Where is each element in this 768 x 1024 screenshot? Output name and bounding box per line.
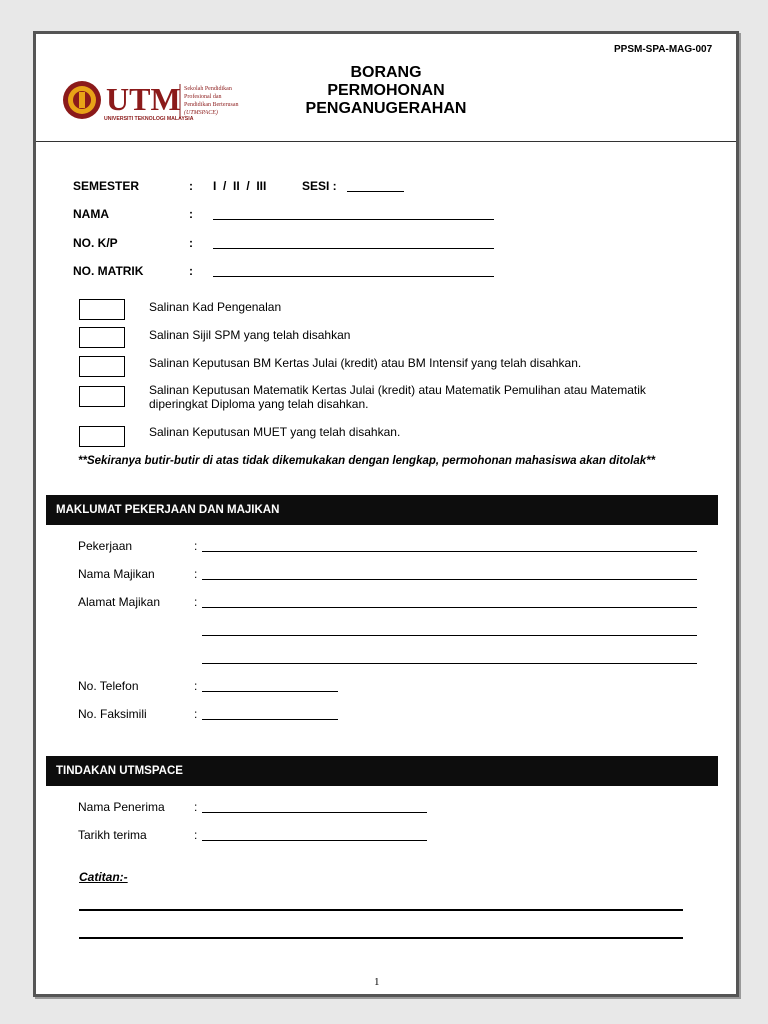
- warning-note: **Sekiranya butir-butir di atas tidak dikemukakan dengan lengkap, permohonan mahasiswa akan ditolak**: [78, 455, 656, 467]
- telefon-label: No. Telefon: [78, 679, 139, 693]
- tarikh-terima-field[interactable]: [202, 840, 427, 841]
- nama-penerima-field[interactable]: [202, 812, 427, 813]
- colon: :: [189, 179, 193, 193]
- colon: :: [189, 264, 193, 278]
- nama-field[interactable]: [213, 219, 494, 220]
- utmspace-section-header: [46, 756, 718, 786]
- checklist-item: Salinan Sijil SPM yang telah disahkan: [149, 328, 351, 342]
- alamat-majikan-field-line3[interactable]: [202, 663, 697, 664]
- colon: :: [194, 800, 198, 814]
- title-line: BORANG: [350, 64, 422, 81]
- alamat-majikan-field-line2[interactable]: [202, 635, 697, 636]
- svg-text:Sekolah Pendidikan: Sekolah Pendidikan: [184, 86, 232, 92]
- nama-majikan-field[interactable]: [202, 579, 697, 580]
- checklist-item: Salinan Keputusan Matematik Kertas Julai (kredit) atau Matematik Pemulihan atau Matematik diperingkat Diploma yang telah disahkan.: [149, 383, 646, 411]
- matrik-label: NO. MATRIK: [73, 264, 144, 278]
- colon: :: [194, 595, 198, 609]
- colon: :: [189, 236, 193, 250]
- kp-field[interactable]: [213, 248, 494, 249]
- matrik-field[interactable]: [213, 276, 494, 277]
- colon: :: [194, 707, 198, 721]
- utm-logo: [62, 78, 252, 122]
- header-divider: [36, 141, 736, 142]
- semester-label: SEMESTER: [73, 179, 140, 193]
- nama-majikan-label: Nama Majikan: [78, 567, 155, 581]
- alamat-majikan-label: Alamat Majikan: [78, 595, 161, 609]
- pekerjaan-field[interactable]: [202, 551, 697, 552]
- sesi-field[interactable]: [347, 191, 404, 192]
- employment-section-header: [46, 495, 718, 525]
- checkbox[interactable]: [79, 327, 125, 348]
- svg-text:(UTMSPACE): (UTMSPACE): [184, 110, 218, 116]
- form-page: [33, 31, 739, 997]
- utmspace-header-text: TINDAKAN UTMSPACE: [56, 765, 183, 777]
- title-line: PENGANUGERAHAN: [305, 100, 467, 117]
- checklist-item: Salinan Keputusan BM Kertas Julai (kredit) atau BM Intensif yang telah disahkan.: [149, 356, 582, 370]
- checklist-item: Salinan Kad Pengenalan: [149, 300, 282, 314]
- catitan-line-1[interactable]: [79, 909, 683, 911]
- kp-label: NO. K/P: [73, 236, 118, 250]
- pekerjaan-label: Pekerjaan: [78, 539, 133, 553]
- checklist-item: Salinan Keputusan MUET yang telah disahkan.: [149, 425, 401, 439]
- colon: :: [194, 539, 198, 553]
- semester-options[interactable]: I / II / III: [213, 179, 267, 193]
- title-line: PERMOHONAN: [327, 82, 445, 99]
- form-code: PPSM-SPA-MAG-007: [614, 44, 713, 55]
- alamat-majikan-field[interactable]: [202, 607, 697, 608]
- checkbox[interactable]: [79, 356, 125, 377]
- nama-label: NAMA: [73, 207, 109, 221]
- catitan-line-2[interactable]: [79, 937, 683, 939]
- checkbox[interactable]: [79, 386, 125, 407]
- sesi-label: SESI :: [302, 179, 337, 193]
- colon: :: [194, 679, 198, 693]
- faksimili-label: No. Faksimili: [78, 707, 147, 721]
- checkbox[interactable]: [79, 299, 125, 320]
- colon: :: [194, 567, 198, 581]
- svg-text:UNIVERSITI TEKNOLOGI MALAYSIA: UNIVERSITI TEKNOLOGI MALAYSIA: [104, 116, 194, 122]
- checkbox[interactable]: [79, 426, 125, 447]
- form-title: [256, 64, 516, 118]
- page-number: 1: [374, 976, 380, 988]
- colon: :: [194, 828, 198, 842]
- svg-text:Pendidikan Berterusan: Pendidikan Berterusan: [184, 102, 239, 108]
- telefon-field[interactable]: [202, 691, 338, 692]
- tarikh-terima-label: Tarikh terima: [78, 828, 147, 842]
- faksimili-field[interactable]: [202, 719, 338, 720]
- catitan-label: Catitan:-: [79, 870, 128, 884]
- svg-text:UTM: UTM: [106, 81, 181, 117]
- colon: :: [189, 207, 193, 221]
- employment-header-text: MAKLUMAT PEKERJAAN DAN MAJIKAN: [56, 504, 280, 516]
- nama-penerima-label: Nama Penerima: [78, 800, 165, 814]
- svg-text:Profesional dan: Profesional dan: [184, 94, 222, 100]
